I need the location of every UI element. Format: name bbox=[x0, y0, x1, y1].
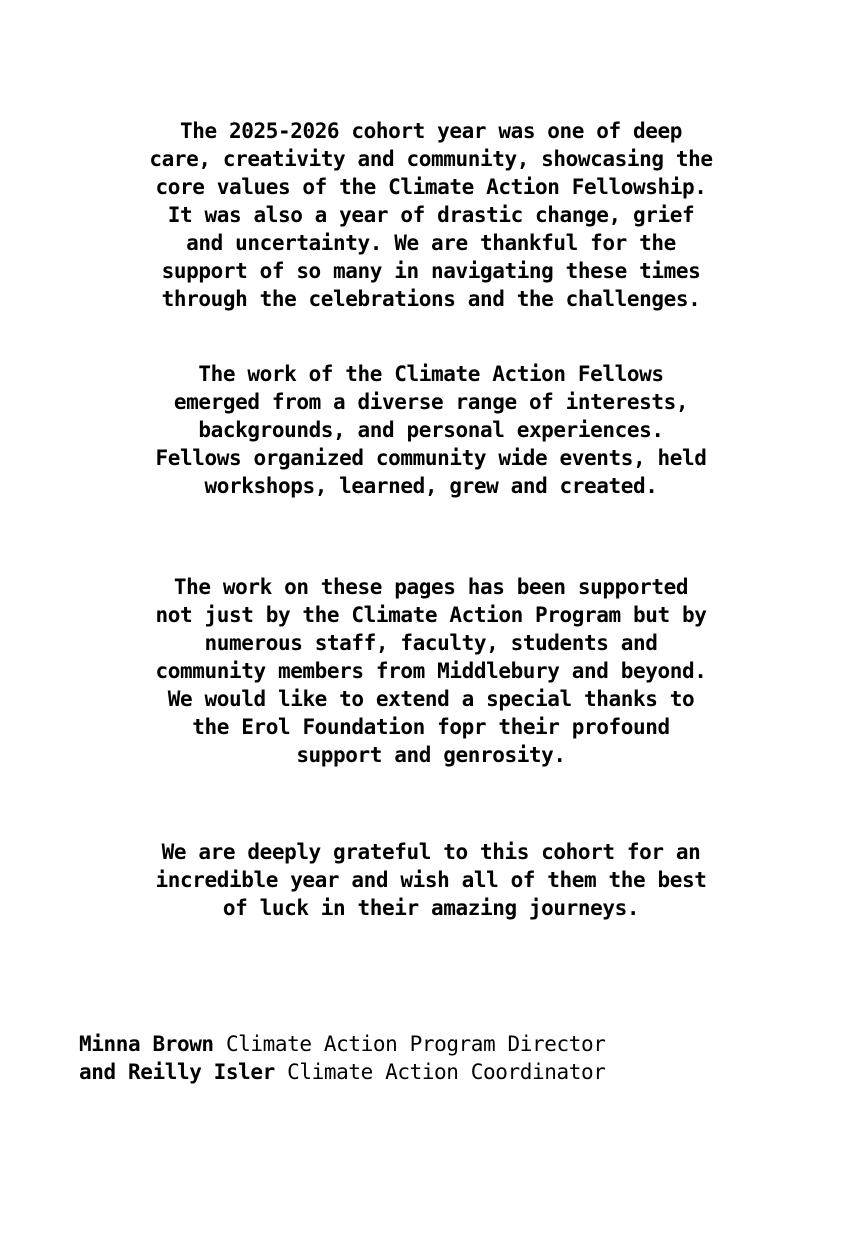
paragraph-line: The 2025-2026 cohort year was one of deep bbox=[180, 119, 682, 143]
paragraph-support-thanks bbox=[60, 573, 802, 769]
paragraph-line: The work of the Climate Action Fellows bbox=[198, 362, 664, 386]
paragraph-line: care, creativity and community, showcasing the bbox=[149, 147, 713, 171]
paragraph-line: The work on these pages has been supported bbox=[173, 575, 689, 599]
signer-name: Minna Brown bbox=[79, 1032, 214, 1056]
paragraph-line: through the celebrations and the challenges. bbox=[161, 287, 701, 311]
paragraph-line: We would like to extend a special thanks to bbox=[167, 687, 695, 711]
paragraph-gratitude bbox=[60, 838, 802, 922]
paragraph-line: support of so many in navigating these times bbox=[161, 259, 701, 283]
paragraph-line: community members from Middlebury and beyond. bbox=[155, 659, 707, 683]
paragraph-line: We are deeply grateful to this cohort for an bbox=[161, 840, 701, 864]
paragraph-line: numerous staff, faculty, students and bbox=[204, 631, 658, 655]
paragraph-line: workshops, learned, grew and created. bbox=[204, 474, 658, 498]
signer-role: Climate Action Program Director bbox=[225, 1032, 606, 1056]
paragraph-line: support and genrosity. bbox=[296, 743, 566, 767]
paragraph-line: not just by the Climate Action Program but by bbox=[155, 603, 707, 627]
signature-line bbox=[79, 1030, 605, 1058]
signature-block bbox=[79, 1030, 605, 1086]
paragraph-fellows-work bbox=[60, 360, 802, 500]
paragraph-line: incredible year and wish all of them the best bbox=[155, 868, 707, 892]
paragraph-line: backgrounds, and personal experiences. bbox=[198, 418, 664, 442]
signature-line bbox=[79, 1058, 605, 1086]
paragraph-line: and uncertainty. We are thankful for the bbox=[186, 231, 676, 255]
paragraph-line: of luck in their amazing journeys. bbox=[222, 896, 640, 920]
paragraph-line: It was also a year of drastic change, grief bbox=[167, 203, 695, 227]
signer-role: Climate Action Coordinator bbox=[287, 1060, 606, 1084]
paragraph-line: emerged from a diverse range of interests, bbox=[173, 390, 689, 414]
paragraph-cohort-year bbox=[60, 117, 802, 313]
signer-name: and Reilly Isler bbox=[79, 1060, 275, 1084]
paragraph-line: Fellows organized community wide events, held bbox=[155, 446, 707, 470]
paragraph-line: the Erol Foundation fopr their profound bbox=[192, 715, 670, 739]
paragraph-line: core values of the Climate Action Fellowship. bbox=[155, 175, 707, 199]
